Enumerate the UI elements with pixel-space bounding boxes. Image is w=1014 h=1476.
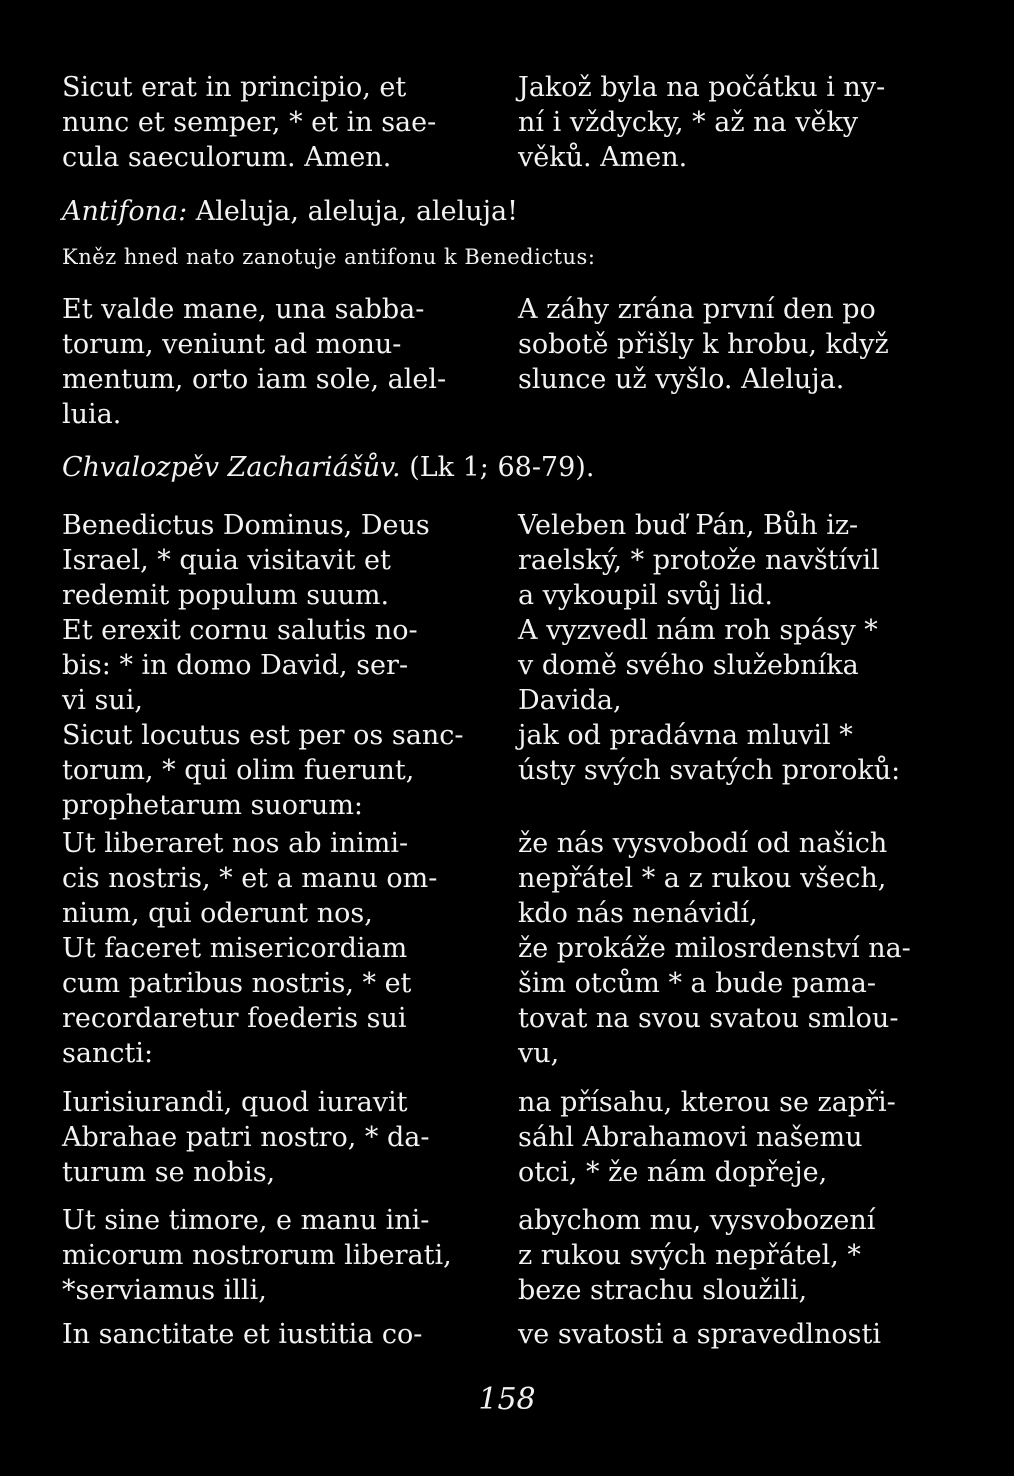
verse-7-latin [62,1203,502,1308]
verse-1-latin [62,508,502,613]
verse-8-latin [62,1317,502,1352]
text-line: turum se nobis, [62,1157,276,1188]
text-line: *serviamus illi, [62,1275,267,1306]
text-line: v domě svého služebníka [518,650,859,681]
verse-4-czech [518,826,958,931]
rubric: Kněz hned nato zanotuje antifonu k Benedictus: [62,245,596,269]
text-line: Et erexit cornu salutis no- [62,615,418,646]
text-line: cis nostris, * et a manu om- [62,863,438,894]
text-line: Sicut erat in principio, et [62,72,407,103]
gloria-czech [518,70,958,175]
text-line: A záhy zrána první den po [518,294,876,325]
text-line: nium, qui oderunt nos, [62,898,373,929]
verse-4-latin [62,826,502,931]
canticle-heading [62,450,594,485]
text-line: Abrahae patri nostro, * da- [62,1122,430,1153]
antiphon-line [62,194,518,229]
text-line: ve svatosti a spravedlnosti [518,1319,882,1350]
text-line: bis: * in domo David, ser- [62,650,409,681]
text-line: vi sui, [62,685,143,716]
verse-8-czech [518,1317,958,1352]
text-line: Iurisiurandi, quod iuravit [62,1087,408,1118]
text-line: micorum nostrorum liberati, [62,1240,452,1271]
text-line: recordaretur foederis sui [62,1003,407,1034]
text-line: šim otcům * a bude pama- [518,968,876,999]
text-line: tovat na svou svatou smlou- [518,1003,899,1034]
text-line: ní i vždycky, * až na věky [518,107,859,138]
text-line: luia. [62,399,122,430]
text-line: Ut liberaret nos ab inimi- [62,828,409,859]
gloria-latin [62,70,502,175]
text-line: sobotě přišly k hrobu, když [518,329,889,360]
text-line: Jakož byla na počátku i ny- [518,72,886,103]
verse-2-latin [62,613,502,718]
text-line: otci, * že nám dopřeje, [518,1157,828,1188]
text-line: nepřátel * a z rukou všech, [518,863,887,894]
text-line: Veleben buď Pán, Bůh iz- [518,510,859,541]
verse-2-czech [518,613,958,718]
text-line: slunce už vyšlo. Aleluja. [518,364,845,395]
text-line: sancti: [62,1038,154,1069]
text-line: že prokáže milosrdenství na- [518,933,911,964]
text-line: beze strachu sloužili, [518,1275,808,1306]
canticle-reference: (Lk 1; 68-79). [400,452,595,483]
text-line: cula saeculorum. Amen. [62,142,392,173]
antiphon2-latin [62,292,502,432]
text-line: redemit populum suum. [62,580,390,611]
text-line: nunc et semper, * et in sae- [62,107,437,138]
text-line: a vykoupil svůj lid. [518,580,773,611]
canticle-title: Chvalozpěv Zachariášův. [62,452,401,483]
page-number: 158 [478,1382,536,1417]
text-line: ústy svých svatých proroků: [518,755,901,786]
text-line: že nás vysvobodí od našich [518,828,888,859]
text-line: Sicut locutus est per os sanc- [62,720,464,751]
text-line: věků. Amen. [518,142,688,173]
text-line: prophetarum suorum: [62,790,364,821]
text-line: Israel, * quia visitavit et [62,545,391,576]
antiphon-label: Antifona: [62,196,188,227]
verse-7-czech [518,1203,958,1308]
text-line: Davida, [518,685,622,716]
text-line: In sanctitate et iustitia co- [62,1319,423,1350]
verse-5-czech [518,931,958,1071]
text-line: cum patribus nostris, * et [62,968,412,999]
verse-6-latin [62,1085,502,1190]
text-line: abychom mu, vysvobození [518,1205,876,1236]
verse-6-czech [518,1085,958,1190]
text-line: vu, [518,1038,560,1069]
text-line: sáhl Abrahamovi našemu [518,1122,863,1153]
verse-3-czech [518,718,958,788]
verse-1-czech [518,508,958,613]
text-line: na přísahu, kterou se zapři- [518,1087,896,1118]
text-line: Benedictus Dominus, Deus [62,510,430,541]
antiphon2-czech [518,292,958,397]
text-line: torum, veniunt ad monu- [62,329,402,360]
antiphon-text: Aleluja, aleluja, aleluja! [187,196,518,227]
text-line: Et valde mane, una sabba- [62,294,425,325]
text-line: Ut faceret misericordiam [62,933,408,964]
text-line: mentum, orto iam sole, alel- [62,364,447,395]
text-line: A vyzvedl nám roh spásy * [518,615,878,646]
text-line: jak od pradávna mluvil * [518,720,853,751]
text-line: raelský, * protože navštívil [518,545,880,576]
text-line: kdo nás nenávidí, [518,898,758,929]
verse-3-latin [62,718,502,823]
verse-5-latin [62,931,502,1071]
text-line: Ut sine timore, e manu ini- [62,1205,430,1236]
text-line: torum, * qui olim fuerunt, [62,755,415,786]
text-line: z rukou svých nepřátel, * [518,1240,861,1271]
